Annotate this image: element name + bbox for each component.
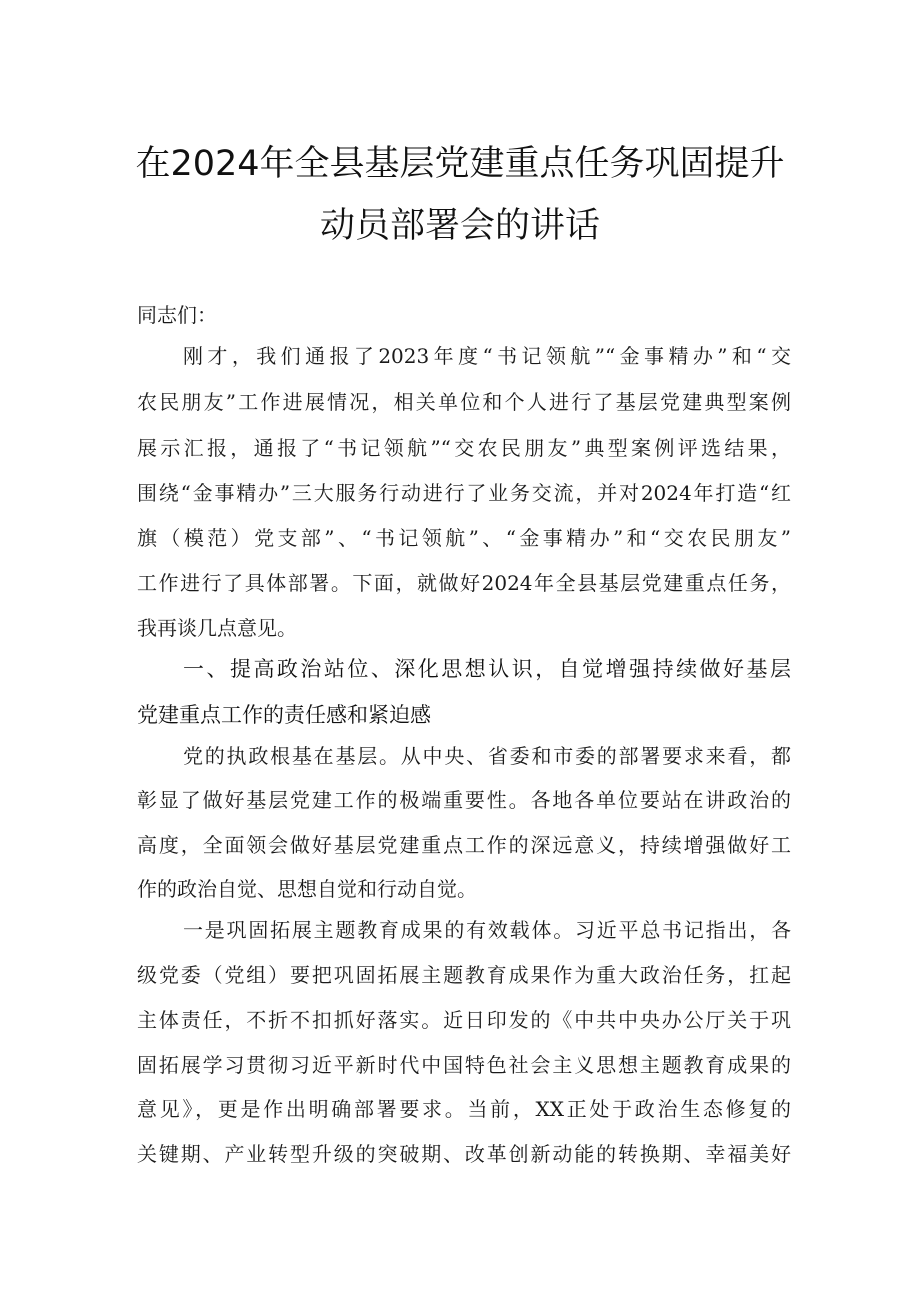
paragraph-line: 固拓展学习贯彻习近平新时代中国特色社会主义思想主题教育成果的	[137, 1053, 791, 1077]
paragraph-line: 彰显了做好基层党建工作的极端重要性。各地各单位要站在讲政治的	[137, 788, 791, 812]
paragraph-line: 工作进行了具体部署。下面，就做好2024年全县基层党建重点任务，	[137, 571, 791, 595]
section-heading-line: 一、提高政治站位、深化思想认识，自觉增强持续做好基层	[183, 657, 791, 681]
paragraph-line: 展示汇报，通报了“书记领航”“交农民朋友”典型案例评选结果，	[137, 436, 791, 460]
paragraph-line: 我再谈几点意见。	[137, 616, 297, 640]
paragraph-line: 作的政治自觉、思想自觉和行动自觉。	[137, 877, 477, 901]
paragraph-line: 一是巩固拓展主题教育成果的有效载体。习近平总书记指出，各	[183, 918, 791, 942]
paragraph-line: 关键期、产业转型升级的突破期、改革创新动能的转换期、幸福美好	[137, 1142, 791, 1166]
paragraph-line: 意见》，更是作出明确部署要求。当前，XX正处于政治生态修复的	[137, 1097, 791, 1121]
salutation: 同志们：	[137, 303, 217, 327]
paragraph-line: 刚才，我们通报了2023年度“书记领航”“金事精办”和“交	[183, 344, 791, 368]
document-title-line-1: 在2024年全县基层党建重点任务巩固提升	[135, 144, 785, 184]
paragraph-line: 农民朋友”工作进展情况，相关单位和个人进行了基层党建典型案例	[137, 390, 791, 414]
paragraph-line: 围绕“金事精办”三大服务行动进行了业务交流，并对2024年打造“红	[137, 481, 791, 505]
paragraph-line: 高度，全面领会做好基层党建重点工作的深远意义，持续增强做好工	[137, 833, 791, 857]
paragraph-line: 主体责任，不折不扣抓好落实。近日印发的《中共中央办公厅关于巩	[137, 1008, 791, 1032]
document-title-line-2: 动员部署会的讲话	[319, 206, 600, 246]
paragraph-line: 党的执政根基在基层。从中央、省委和市委的部署要求来看，都	[183, 744, 791, 768]
section-heading-line: 党建重点工作的责任感和紧迫感	[137, 703, 431, 727]
paragraph-line: 级党委（党组）要把巩固拓展主题教育成果作为重大政治任务，扛起	[137, 963, 791, 987]
paragraph-line: 旗（模范）党支部”、“书记领航”、“金事精办”和“交农民朋友”	[137, 526, 791, 550]
